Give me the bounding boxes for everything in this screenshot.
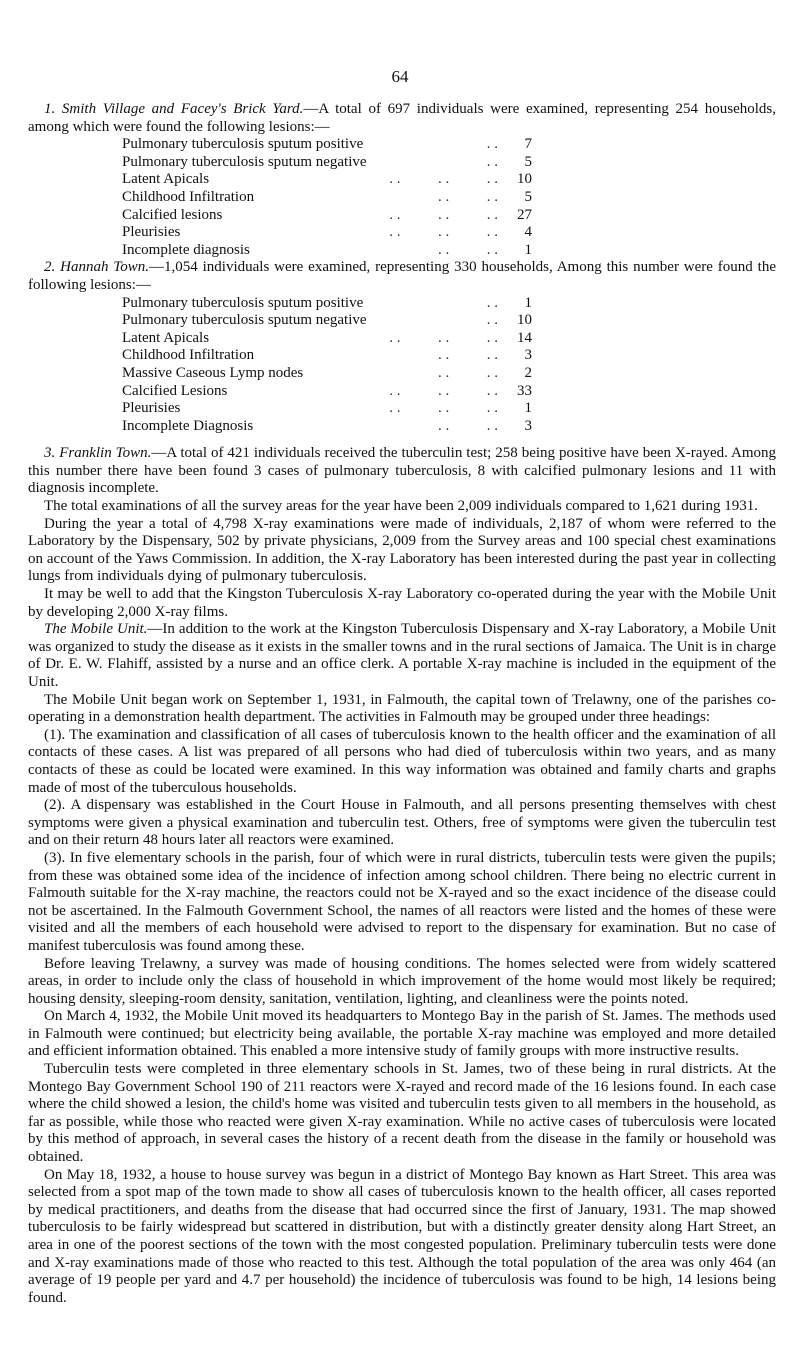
- lesion-row: [122, 330, 532, 348]
- mobile-unit-text: —In addition to the work at the Kingston Tuberculosis Dispensary and X-ray Laboratory, a Mobile Unit was organized to study the disease as it exists in the smaller towns and in the rural sections of Jamaica. The Unit is in charge of Dr. E. W. Flahiff, assisted by a nurse and an office clerk. A portable X-ray machine is included in the equipment of the Unit.: [28, 621, 776, 690]
- section1-intro: [28, 101, 776, 136]
- leader-dots: . . . . . .: [389, 400, 498, 417]
- lesion-count: 5: [524, 153, 532, 170]
- may-paragraph: On May 18, 1932, a house to house survey was begun in a district of Montego Bay known as Hart Street. This area was selected from a spot map of the town made to show all cases of tuberculosis known to the health officer, all cases reported by medical practitioners, and deaths from the disease that had occurred since the first of January, 1931. The map showed tuberculosis to be fairly widespread but scattered in distribution, but with a distinctly greater density along Hart Street, an area in one of the poorest sections of the town with the most congested population. Preliminary tuberculin tests were done and X-ray examinations made of those who reacted to this test. Although the total population of the area was only 464 (an average of 19 people per yard and 4.7 per household) the incidence of tuberculosis was found to be high, 14 lesions being found.: [28, 1166, 776, 1306]
- lesion-count: 33: [517, 382, 532, 399]
- section3-heading: 3. Franklin Town.: [44, 445, 152, 462]
- leader-dots: . . . . . .: [389, 171, 498, 188]
- lesion-label: Incomplete diagnosis: [122, 241, 250, 258]
- lesion-row: [122, 400, 532, 418]
- lesion-label: Massive Caseous Lymp nodes: [122, 364, 304, 381]
- section2-intro: [28, 259, 776, 294]
- lesion-row: [122, 383, 532, 401]
- page-body: [28, 101, 776, 1307]
- lesion-label: Pulmonary tuberculosis sputum negative: [122, 153, 367, 170]
- lesion-count: 10: [517, 312, 532, 329]
- lesion-row: [122, 295, 532, 313]
- leader-dots: . . . . . .: [389, 224, 498, 241]
- lesion-count: 3: [524, 347, 532, 364]
- lesion-row: [122, 365, 532, 383]
- section1-lesions-table: [122, 136, 532, 259]
- heading2-paragraph: (2). A dispensary was established in the Court House in Falmouth, and all persons presenting themselves with chest symptoms were given a physical examination and tuberculin test. Others, free of symptoms were given the tuberculin test and on their return 48 hours later all reactors were examined.: [28, 797, 776, 849]
- heading1-paragraph: (1). The examination and classification of all cases of tuberculosis known to the health officer and the examination of all contacts of these cases. A list was prepared of all persons who had died of tuberculosis within two years, and as many contacts of these as could be located were examined. In this way information was obtained and family charts and graphs made of most of the tuberculous households.: [28, 726, 776, 796]
- lesion-count: 4: [524, 224, 532, 241]
- lesion-row: [122, 189, 532, 207]
- lesion-row: [122, 418, 532, 436]
- section2-lesions-table: [122, 295, 532, 436]
- lesion-label: Pleurisies: [122, 224, 181, 241]
- tuberculin-paragraph: Tuberculin tests were completed in three elementary schools in St. James, two of these being in rural districts. At the Montego Bay Government School 190 of 211 reactors were X-rayed and record made of the 16 lesions found. In each case where the child showed a lesion, the child's home was visited and tuberculin tests given to all members in the household, as far as possible, while those who reacted were given X-ray examination. While no active cases of tuberculosis were located by this method of approach, in several cases the history of a recent death from the disease in the family or household was obtained.: [28, 1061, 776, 1166]
- lesion-row: [122, 154, 532, 172]
- lesion-row: [122, 224, 532, 242]
- lesion-label: Latent Apicals: [122, 171, 210, 188]
- leader-dots: . . . .: [438, 364, 498, 381]
- leader-dots: . .: [486, 153, 498, 170]
- lesion-label: Pulmonary tuberculosis sputum negative: [122, 312, 367, 329]
- lesion-row: [122, 136, 532, 154]
- lesion-count: 7: [524, 136, 532, 153]
- mobile-add-paragraph: It may be well to add that the Kingston Tuberculosis X-ray Laboratory co-operated during the year with the Mobile Unit by developing 2,000 X-ray films.: [28, 586, 776, 620]
- lesion-label: Pleurisies: [122, 400, 181, 417]
- lesion-label: Pulmonary tuberculosis sputum positive: [122, 136, 364, 153]
- leader-dots: . .: [486, 294, 498, 311]
- lesion-count: 27: [517, 206, 532, 223]
- lesion-count: 10: [517, 171, 532, 188]
- year-paragraph: During the year a total of 4,798 X-ray examinations were made of individuals, 2,187 of whom were referred to the Laboratory by the Dispensary, 502 by private physicians, 2,009 from the Survey areas and 100 special chest examinations on account of the Yaws Commission. In addition, the X-ray Laboratory has been interested during the past year in collecting lungs from individuals dying of pulmonary tuberculosis.: [28, 515, 776, 585]
- before-paragraph: Before leaving Trelawny, a survey was made of housing conditions. The homes selected were from widely scattered areas, in order to include only the class of household in which improvement of the home would most likely be required; housing density, sleeping-room density, sanitation, ventilation, lighting, and cleanliness were the points noted.: [28, 955, 776, 1007]
- leader-dots: . . . . . .: [389, 206, 498, 223]
- lesion-row: [122, 171, 532, 189]
- march-paragraph: On March 4, 1932, the Mobile Unit moved its headquarters to Montego Bay in the parish of St. James. The methods used in Falmouth were continued; but electricity being available, the portable X-ray machine was employed and more detailed and efficient information obtained. This enabled a more intensive study of family groups with more instructive results.: [28, 1008, 776, 1060]
- lesion-label: Pulmonary tuberculosis sputum positive: [122, 294, 364, 311]
- leader-dots: . . . .: [438, 347, 498, 364]
- total-paragraph: The total examinations of all the survey areas for the year have been 2,009 individuals compared to 1,621 during 1931.: [44, 498, 758, 515]
- lesion-row: [122, 312, 532, 330]
- leader-dots: . . . . . .: [389, 329, 498, 346]
- lesion-label: Childhood Infiltration: [122, 188, 255, 205]
- lesion-row: [122, 207, 532, 225]
- section1-heading: 1. Smith Village and Facey's Brick Yard.: [44, 101, 304, 117]
- mobile-unit-paragraph: [28, 621, 776, 691]
- lesion-label: Childhood Infiltration: [122, 347, 255, 364]
- lesion-count: 1: [524, 400, 532, 417]
- heading3-paragraph: (3). In five elementary schools in the parish, four of which were in rural districts, tuberculin tests were given the pupils; from these was obtained some idea of the incidence of infection among school children. There being no electric current in Falmouth suitable for the X-ray machine, the reactors could not be X-rayed and so the exact incidence of the disease could not be ascertained. In the Falmouth Government School, the names of all reactors were listed and the homes of these were visited and all the members of each household were advised to report to the dispensary for examination. But no case of manifest tuberculosis was found among these.: [28, 849, 776, 954]
- leader-dots: . .: [486, 312, 498, 329]
- lesion-label: Incomplete Diagnosis: [122, 417, 254, 434]
- lesion-count: 3: [524, 417, 532, 434]
- leader-dots: . . . .: [438, 241, 498, 258]
- lesion-label: Latent Apicals: [122, 329, 210, 346]
- lesion-count: 5: [524, 188, 532, 205]
- lesion-count: 1: [524, 241, 532, 258]
- page-number: 64: [391, 67, 409, 86]
- lesion-label: Calcified Lesions: [122, 382, 228, 399]
- leader-dots: . . . . . .: [389, 382, 498, 399]
- section2-heading: 2. Hannah Town.: [44, 259, 150, 276]
- section1-intro-text: —A total of 697 individuals were examined, representing 254 households, among which were found the following lesions:—: [28, 101, 776, 135]
- leader-dots: . . . .: [438, 417, 498, 434]
- section2-intro-text: —1,054 individuals were examined, representing 330 households, Among this number were found the following lesions:—: [28, 259, 776, 293]
- section3-text: —A total of 421 individuals received the tuberculin test; 258 being positive have been X-rayed. Among this number there have been found 3 cases of pulmonary tuberculosis, 8 with calcified pulmonary lesions and 11 with diagnosis incomplete.: [28, 445, 776, 497]
- lesion-label: Calcified lesions: [122, 206, 223, 223]
- lesion-count: 2: [524, 364, 532, 381]
- lesion-row: [122, 242, 532, 260]
- section3-paragraph: [28, 445, 776, 498]
- began-paragraph: The Mobile Unit began work on September 1, 1931, in Falmouth, the capital town of Trelawny, one of the parishes co-operating in a demonstration health department. The activities in Falmouth may be grouped under three headings:: [28, 691, 776, 726]
- lesion-count: 1: [524, 294, 532, 311]
- lesion-count: 14: [517, 329, 532, 346]
- lesion-row: [122, 347, 532, 365]
- leader-dots: . .: [486, 136, 498, 153]
- mobile-unit-heading: The Mobile Unit.: [44, 621, 148, 638]
- leader-dots: . . . .: [438, 188, 498, 205]
